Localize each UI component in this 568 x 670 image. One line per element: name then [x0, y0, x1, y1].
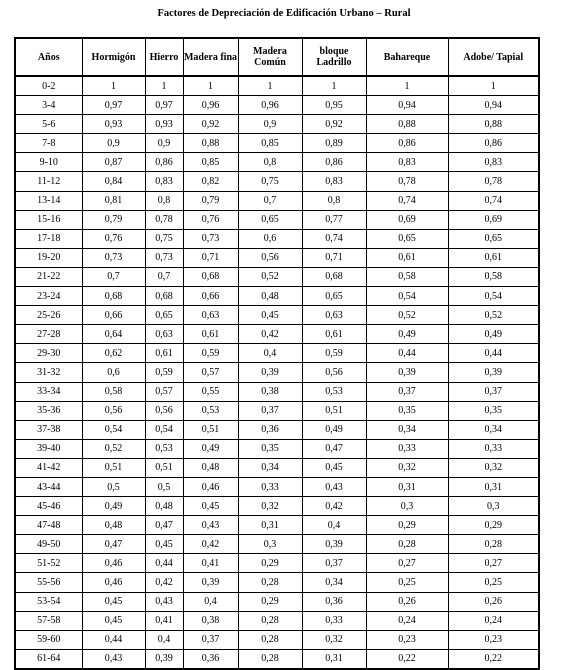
- table-row: [15, 96, 539, 115]
- cell-madera-comun: 0,35: [238, 439, 302, 458]
- cell-hierro: 0,8: [145, 191, 183, 210]
- cell-anos: 59-60: [15, 630, 82, 649]
- cell-bahareque: 1: [366, 76, 448, 96]
- cell-madera-fina: 0,55: [183, 382, 238, 401]
- cell-madera-comun: 0,33: [238, 477, 302, 496]
- cell-bloque-ladrillo: 0,61: [302, 325, 366, 344]
- column-header-bloque-ladrillo: bloque Ladrillo: [302, 38, 366, 76]
- cell-anos: 29-30: [15, 344, 82, 363]
- cell-madera-fina: 0,59: [183, 344, 238, 363]
- cell-madera-fina: 0,61: [183, 325, 238, 344]
- cell-hierro: 0,42: [145, 573, 183, 592]
- table-row: [15, 153, 539, 172]
- cell-bloque-ladrillo: 0,51: [302, 401, 366, 420]
- cell-madera-comun: 0,45: [238, 306, 302, 325]
- cell-adobe-tapial: 0,23: [448, 630, 539, 649]
- cell-adobe-tapial: 0,58: [448, 267, 539, 286]
- cell-adobe-tapial: 0,22: [448, 649, 539, 669]
- cell-bahareque: 0,3: [366, 497, 448, 516]
- cell-bahareque: 0,39: [366, 363, 448, 382]
- cell-anos: 49-50: [15, 535, 82, 554]
- cell-bahareque: 0,22: [366, 649, 448, 669]
- cell-hormigon: 0,48: [82, 516, 145, 535]
- cell-hierro: 0,47: [145, 516, 183, 535]
- cell-anos: 13-14: [15, 191, 82, 210]
- cell-madera-comun: 0,4: [238, 344, 302, 363]
- cell-hierro: 0,75: [145, 229, 183, 248]
- cell-madera-fina: 0,49: [183, 439, 238, 458]
- cell-adobe-tapial: 0,31: [448, 477, 539, 496]
- cell-bahareque: 0,65: [366, 229, 448, 248]
- cell-adobe-tapial: 0,29: [448, 516, 539, 535]
- cell-bahareque: 0,28: [366, 535, 448, 554]
- cell-anos: 37-38: [15, 420, 82, 439]
- cell-adobe-tapial: 0,49: [448, 325, 539, 344]
- cell-madera-fina: 0,88: [183, 134, 238, 153]
- cell-madera-fina: 0,46: [183, 477, 238, 496]
- cell-hormigon: 0,68: [82, 287, 145, 306]
- cell-adobe-tapial: 0,86: [448, 134, 539, 153]
- cell-hierro: 0,54: [145, 420, 183, 439]
- cell-adobe-tapial: 0,52: [448, 306, 539, 325]
- cell-adobe-tapial: 0,88: [448, 115, 539, 134]
- column-header-madera-comun: Madera Común: [238, 38, 302, 76]
- cell-madera-comun: 0,48: [238, 287, 302, 306]
- cell-adobe-tapial: 1: [448, 76, 539, 96]
- table-row: [15, 325, 539, 344]
- cell-hierro: 0,73: [145, 248, 183, 267]
- cell-madera-fina: 0,57: [183, 363, 238, 382]
- cell-adobe-tapial: 0,39: [448, 363, 539, 382]
- table-row: [15, 344, 539, 363]
- cell-anos: 47-48: [15, 516, 82, 535]
- cell-adobe-tapial: 0,65: [448, 229, 539, 248]
- cell-bahareque: 0,54: [366, 287, 448, 306]
- cell-adobe-tapial: 0,69: [448, 210, 539, 229]
- cell-hormigon: 0,43: [82, 649, 145, 669]
- cell-hierro: 0,41: [145, 611, 183, 630]
- cell-bahareque: 0,33: [366, 439, 448, 458]
- cell-hormigon: 0,46: [82, 573, 145, 592]
- cell-madera-comun: 0,28: [238, 611, 302, 630]
- cell-adobe-tapial: 0,32: [448, 458, 539, 477]
- column-header-hierro: Hierro: [145, 38, 183, 76]
- cell-madera-fina: 0,37: [183, 630, 238, 649]
- cell-hormigon: 0,64: [82, 325, 145, 344]
- cell-hierro: 0,44: [145, 554, 183, 573]
- table-row: [15, 458, 539, 477]
- table-row: [15, 382, 539, 401]
- cell-hormigon: 0,66: [82, 306, 145, 325]
- cell-hierro: 0,59: [145, 363, 183, 382]
- cell-anos: 43-44: [15, 477, 82, 496]
- cell-adobe-tapial: 0,34: [448, 420, 539, 439]
- cell-hormigon: 0,51: [82, 458, 145, 477]
- cell-hierro: 0,39: [145, 649, 183, 669]
- cell-bloque-ladrillo: 0,37: [302, 554, 366, 573]
- cell-anos: 3-4: [15, 96, 82, 115]
- cell-adobe-tapial: 0,24: [448, 611, 539, 630]
- cell-hierro: 0,65: [145, 306, 183, 325]
- table-row: [15, 516, 539, 535]
- cell-madera-comun: 0,3: [238, 535, 302, 554]
- cell-hormigon: 0,46: [82, 554, 145, 573]
- cell-madera-comun: 0,6: [238, 229, 302, 248]
- cell-hormigon: 0,87: [82, 153, 145, 172]
- cell-hormigon: 0,44: [82, 630, 145, 649]
- cell-madera-fina: 0,71: [183, 248, 238, 267]
- depreciation-table: [14, 37, 540, 670]
- table-row: [15, 134, 539, 153]
- cell-anos: 15-16: [15, 210, 82, 229]
- cell-madera-comun: 0,29: [238, 554, 302, 573]
- cell-anos: 61-64: [15, 649, 82, 669]
- cell-hierro: 0,48: [145, 497, 183, 516]
- table-row: [15, 630, 539, 649]
- cell-madera-fina: 0,42: [183, 535, 238, 554]
- cell-bahareque: 0,31: [366, 477, 448, 496]
- cell-madera-fina: 0,63: [183, 306, 238, 325]
- cell-madera-comun: 0,28: [238, 649, 302, 669]
- cell-madera-comun: 0,29: [238, 592, 302, 611]
- cell-madera-comun: 1: [238, 76, 302, 96]
- cell-anos: 57-58: [15, 611, 82, 630]
- cell-anos: 19-20: [15, 248, 82, 267]
- cell-adobe-tapial: 0,78: [448, 172, 539, 191]
- cell-hierro: 0,9: [145, 134, 183, 153]
- cell-hierro: 0,93: [145, 115, 183, 134]
- cell-madera-comun: 0,39: [238, 363, 302, 382]
- cell-madera-comun: 0,8: [238, 153, 302, 172]
- cell-anos: 55-56: [15, 573, 82, 592]
- cell-bloque-ladrillo: 0,86: [302, 153, 366, 172]
- table-header-row: [15, 38, 539, 76]
- cell-hierro: 0,78: [145, 210, 183, 229]
- cell-bloque-ladrillo: 0,63: [302, 306, 366, 325]
- cell-adobe-tapial: 0,74: [448, 191, 539, 210]
- cell-bahareque: 0,74: [366, 191, 448, 210]
- cell-madera-comun: 0,37: [238, 401, 302, 420]
- table-row: [15, 287, 539, 306]
- table-row: [15, 420, 539, 439]
- table-row: [15, 210, 539, 229]
- table-row: [15, 267, 539, 286]
- cell-bloque-ladrillo: 0,45: [302, 458, 366, 477]
- cell-bloque-ladrillo: 0,33: [302, 611, 366, 630]
- cell-bloque-ladrillo: 0,95: [302, 96, 366, 115]
- cell-adobe-tapial: 0,27: [448, 554, 539, 573]
- cell-hormigon: 0,9: [82, 134, 145, 153]
- cell-madera-comun: 0,42: [238, 325, 302, 344]
- table-row: [15, 229, 539, 248]
- cell-bahareque: 0,94: [366, 96, 448, 115]
- cell-bahareque: 0,49: [366, 325, 448, 344]
- cell-hierro: 0,43: [145, 592, 183, 611]
- cell-anos: 45-46: [15, 497, 82, 516]
- cell-anos: 17-18: [15, 229, 82, 248]
- table-row: [15, 477, 539, 496]
- cell-bahareque: 0,61: [366, 248, 448, 267]
- cell-bahareque: 0,35: [366, 401, 448, 420]
- cell-hormigon: 0,76: [82, 229, 145, 248]
- table-row: [15, 115, 539, 134]
- cell-adobe-tapial: 0,28: [448, 535, 539, 554]
- cell-anos: 53-54: [15, 592, 82, 611]
- cell-bahareque: 0,88: [366, 115, 448, 134]
- cell-adobe-tapial: 0,44: [448, 344, 539, 363]
- cell-madera-fina: 0,79: [183, 191, 238, 210]
- cell-madera-fina: 0,43: [183, 516, 238, 535]
- cell-anos: 25-26: [15, 306, 82, 325]
- cell-anos: 11-12: [15, 172, 82, 191]
- cell-hormigon: 0,47: [82, 535, 145, 554]
- cell-madera-fina: 0,96: [183, 96, 238, 115]
- table-row: [15, 649, 539, 669]
- cell-hormigon: 1: [82, 76, 145, 96]
- cell-hierro: 0,53: [145, 439, 183, 458]
- cell-bloque-ladrillo: 0,8: [302, 191, 366, 210]
- cell-bahareque: 0,27: [366, 554, 448, 573]
- cell-bahareque: 0,24: [366, 611, 448, 630]
- table-title: Factores de Depreciación de Edificación Urbano – Rural: [157, 8, 411, 19]
- cell-madera-fina: 0,39: [183, 573, 238, 592]
- cell-hormigon: 0,6: [82, 363, 145, 382]
- column-header-adobe-tapial: Adobe/ Tapial: [448, 38, 539, 76]
- cell-bloque-ladrillo: 0,43: [302, 477, 366, 496]
- cell-hormigon: 0,54: [82, 420, 145, 439]
- cell-anos: 35-36: [15, 401, 82, 420]
- cell-bloque-ladrillo: 0,59: [302, 344, 366, 363]
- cell-madera-fina: 0,53: [183, 401, 238, 420]
- cell-hierro: 0,45: [145, 535, 183, 554]
- cell-madera-fina: 0,73: [183, 229, 238, 248]
- cell-anos: 31-32: [15, 363, 82, 382]
- cell-madera-fina: 0,66: [183, 287, 238, 306]
- cell-hierro: 0,86: [145, 153, 183, 172]
- cell-hormigon: 0,79: [82, 210, 145, 229]
- cell-adobe-tapial: 0,37: [448, 382, 539, 401]
- cell-madera-comun: 0,32: [238, 497, 302, 516]
- cell-bloque-ladrillo: 0,89: [302, 134, 366, 153]
- cell-hormigon: 0,56: [82, 401, 145, 420]
- table-body: [15, 76, 539, 669]
- table-row: [15, 573, 539, 592]
- cell-bloque-ladrillo: 0,74: [302, 229, 366, 248]
- cell-bahareque: 0,44: [366, 344, 448, 363]
- cell-madera-fina: 0,76: [183, 210, 238, 229]
- cell-adobe-tapial: 0,3: [448, 497, 539, 516]
- cell-anos: 0-2: [15, 76, 82, 96]
- cell-bahareque: 0,69: [366, 210, 448, 229]
- cell-hormigon: 0,84: [82, 172, 145, 191]
- cell-bahareque: 0,26: [366, 592, 448, 611]
- cell-bloque-ladrillo: 0,68: [302, 267, 366, 286]
- cell-anos: 23-24: [15, 287, 82, 306]
- cell-madera-comun: 0,96: [238, 96, 302, 115]
- column-header-anos: Años: [15, 38, 82, 76]
- cell-bloque-ladrillo: 0,65: [302, 287, 366, 306]
- cell-adobe-tapial: 0,61: [448, 248, 539, 267]
- column-header-hormigon: Hormigón: [82, 38, 145, 76]
- cell-bloque-ladrillo: 0,83: [302, 172, 366, 191]
- cell-hierro: 0,5: [145, 477, 183, 496]
- cell-adobe-tapial: 0,83: [448, 153, 539, 172]
- cell-hierro: 0,61: [145, 344, 183, 363]
- cell-bloque-ladrillo: 0,71: [302, 248, 366, 267]
- cell-bloque-ladrillo: 0,31: [302, 649, 366, 669]
- cell-anos: 51-52: [15, 554, 82, 573]
- cell-hormigon: 0,97: [82, 96, 145, 115]
- cell-hormigon: 0,7: [82, 267, 145, 286]
- cell-madera-fina: 0,36: [183, 649, 238, 669]
- table-row: [15, 363, 539, 382]
- table-row: [15, 592, 539, 611]
- cell-madera-comun: 0,31: [238, 516, 302, 535]
- cell-adobe-tapial: 0,33: [448, 439, 539, 458]
- table-row: [15, 497, 539, 516]
- cell-madera-fina: 0,45: [183, 497, 238, 516]
- table-row: [15, 306, 539, 325]
- cell-hierro: 0,51: [145, 458, 183, 477]
- cell-bloque-ladrillo: 0,56: [302, 363, 366, 382]
- cell-anos: 27-28: [15, 325, 82, 344]
- cell-hormigon: 0,45: [82, 592, 145, 611]
- cell-madera-comun: 0,85: [238, 134, 302, 153]
- cell-adobe-tapial: 0,35: [448, 401, 539, 420]
- cell-madera-comun: 0,9: [238, 115, 302, 134]
- cell-bloque-ladrillo: 0,34: [302, 573, 366, 592]
- cell-bahareque: 0,58: [366, 267, 448, 286]
- cell-anos: 7-8: [15, 134, 82, 153]
- cell-hormigon: 0,81: [82, 191, 145, 210]
- cell-madera-fina: 0,38: [183, 611, 238, 630]
- cell-madera-comun: 0,56: [238, 248, 302, 267]
- cell-bahareque: 0,23: [366, 630, 448, 649]
- cell-bloque-ladrillo: 0,77: [302, 210, 366, 229]
- cell-hierro: 0,97: [145, 96, 183, 115]
- cell-hierro: 1: [145, 76, 183, 96]
- cell-hormigon: 0,58: [82, 382, 145, 401]
- cell-hormigon: 0,49: [82, 497, 145, 516]
- cell-madera-fina: 0,92: [183, 115, 238, 134]
- cell-madera-comun: 0,28: [238, 573, 302, 592]
- cell-anos: 33-34: [15, 382, 82, 401]
- table-row: [15, 535, 539, 554]
- table-row: [15, 439, 539, 458]
- table-row: [15, 76, 539, 96]
- cell-bahareque: 0,78: [366, 172, 448, 191]
- cell-anos: 21-22: [15, 267, 82, 286]
- cell-bloque-ladrillo: 0,47: [302, 439, 366, 458]
- cell-madera-comun: 0,34: [238, 458, 302, 477]
- cell-bahareque: 0,52: [366, 306, 448, 325]
- cell-bahareque: 0,34: [366, 420, 448, 439]
- cell-madera-comun: 0,28: [238, 630, 302, 649]
- cell-madera-comun: 0,65: [238, 210, 302, 229]
- cell-bahareque: 0,83: [366, 153, 448, 172]
- cell-anos: 39-40: [15, 439, 82, 458]
- column-header-bahareque: Bahareque: [366, 38, 448, 76]
- cell-adobe-tapial: 0,25: [448, 573, 539, 592]
- cell-bloque-ladrillo: 0,42: [302, 497, 366, 516]
- cell-bahareque: 0,29: [366, 516, 448, 535]
- cell-madera-comun: 0,36: [238, 420, 302, 439]
- cell-bloque-ladrillo: 0,53: [302, 382, 366, 401]
- cell-madera-comun: 0,38: [238, 382, 302, 401]
- cell-hierro: 0,4: [145, 630, 183, 649]
- cell-hierro: 0,83: [145, 172, 183, 191]
- table-row: [15, 401, 539, 420]
- cell-hierro: 0,7: [145, 267, 183, 286]
- cell-anos: 41-42: [15, 458, 82, 477]
- column-header-madera-fina: Madera fina: [183, 38, 238, 76]
- cell-bloque-ladrillo: 0,92: [302, 115, 366, 134]
- cell-bahareque: 0,25: [366, 573, 448, 592]
- cell-madera-fina: 0,85: [183, 153, 238, 172]
- cell-adobe-tapial: 0,26: [448, 592, 539, 611]
- cell-bloque-ladrillo: 0,36: [302, 592, 366, 611]
- cell-hierro: 0,63: [145, 325, 183, 344]
- cell-bahareque: 0,37: [366, 382, 448, 401]
- table-row: [15, 191, 539, 210]
- cell-anos: 9-10: [15, 153, 82, 172]
- cell-madera-comun: 0,75: [238, 172, 302, 191]
- cell-madera-comun: 0,7: [238, 191, 302, 210]
- cell-madera-fina: 0,51: [183, 420, 238, 439]
- cell-madera-fina: 0,4: [183, 592, 238, 611]
- cell-hormigon: 0,73: [82, 248, 145, 267]
- cell-bloque-ladrillo: 0,4: [302, 516, 366, 535]
- cell-madera-fina: 1: [183, 76, 238, 96]
- cell-madera-fina: 0,82: [183, 172, 238, 191]
- cell-adobe-tapial: 0,94: [448, 96, 539, 115]
- table-row: [15, 248, 539, 267]
- cell-bloque-ladrillo: 0,39: [302, 535, 366, 554]
- cell-hierro: 0,57: [145, 382, 183, 401]
- table-row: [15, 172, 539, 191]
- cell-hierro: 0,68: [145, 287, 183, 306]
- cell-anos: 5-6: [15, 115, 82, 134]
- cell-hormigon: 0,62: [82, 344, 145, 363]
- cell-hormigon: 0,45: [82, 611, 145, 630]
- cell-madera-fina: 0,41: [183, 554, 238, 573]
- cell-hormigon: 0,93: [82, 115, 145, 134]
- cell-bahareque: 0,32: [366, 458, 448, 477]
- cell-bloque-ladrillo: 1: [302, 76, 366, 96]
- cell-hierro: 0,56: [145, 401, 183, 420]
- cell-bahareque: 0,86: [366, 134, 448, 153]
- cell-bloque-ladrillo: 0,49: [302, 420, 366, 439]
- cell-hormigon: 0,52: [82, 439, 145, 458]
- cell-madera-fina: 0,48: [183, 458, 238, 477]
- cell-hormigon: 0,5: [82, 477, 145, 496]
- cell-adobe-tapial: 0,54: [448, 287, 539, 306]
- cell-madera-comun: 0,52: [238, 267, 302, 286]
- cell-bloque-ladrillo: 0,32: [302, 630, 366, 649]
- table-row: [15, 554, 539, 573]
- cell-madera-fina: 0,68: [183, 267, 238, 286]
